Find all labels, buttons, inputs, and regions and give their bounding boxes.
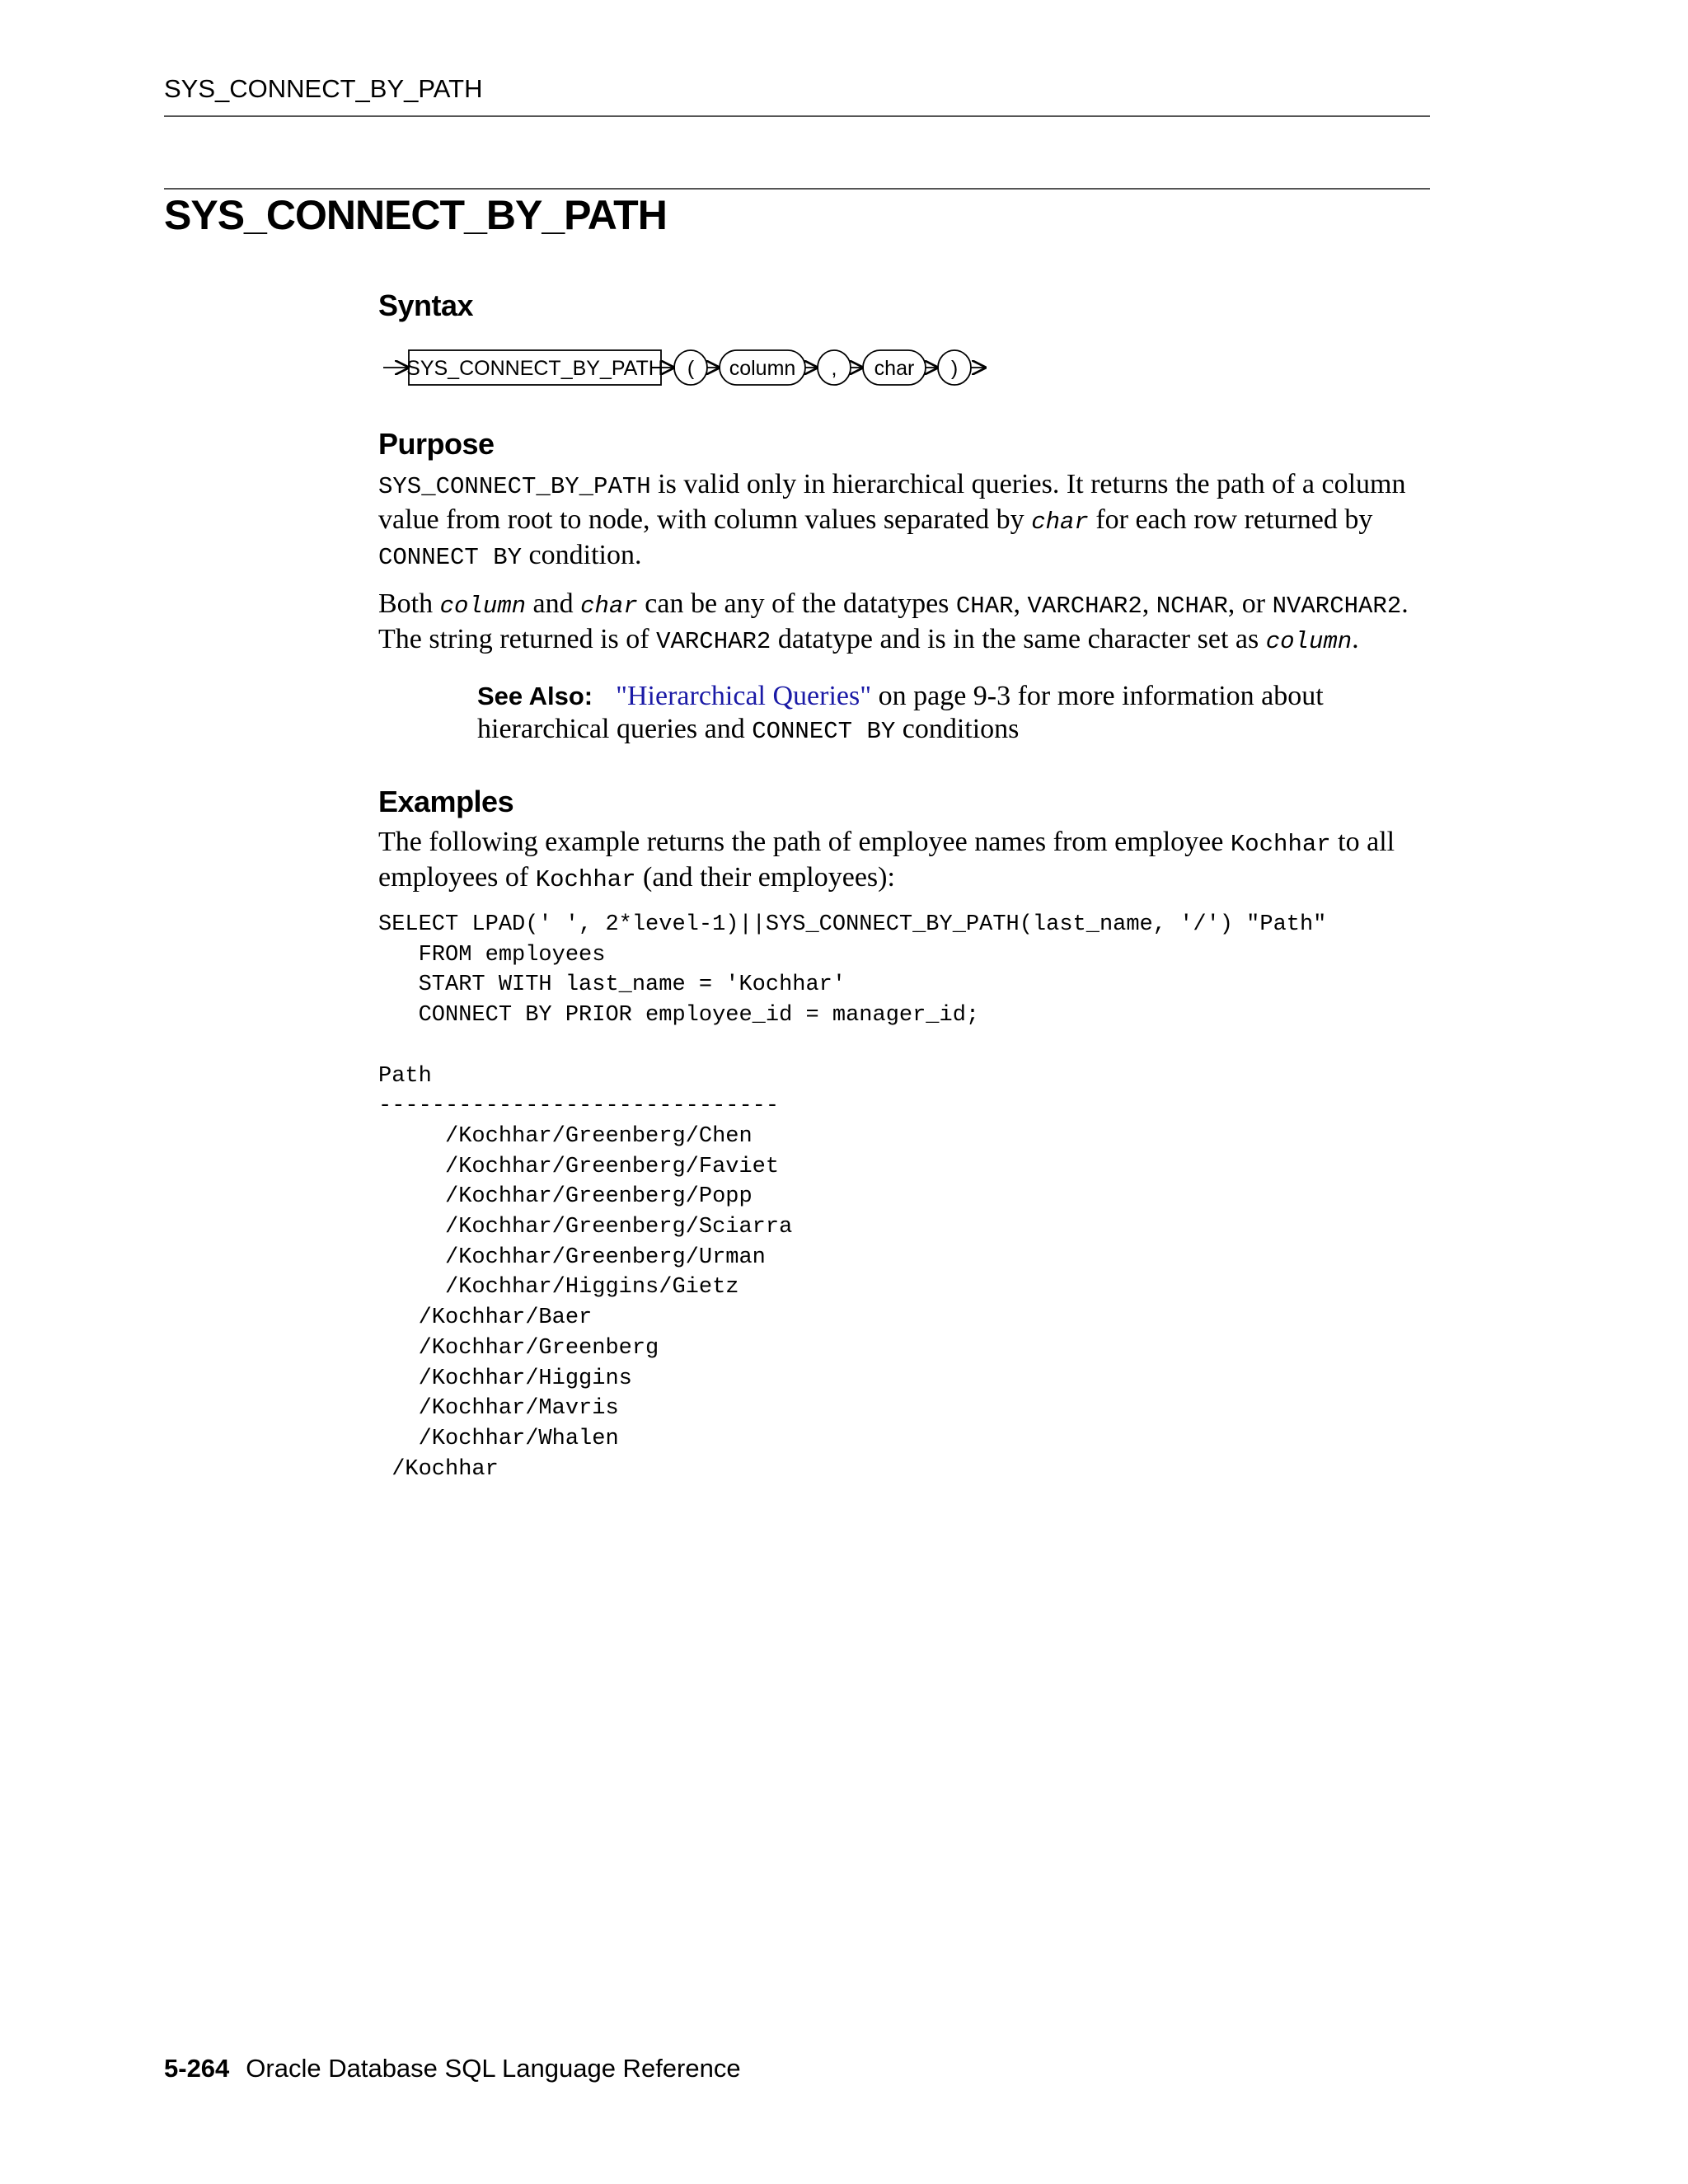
inline-code-italic: char bbox=[580, 593, 638, 620]
inline-code: VARCHAR2 bbox=[656, 628, 771, 655]
inline-code: VARCHAR2 bbox=[1027, 593, 1142, 620]
syntax-heading: Syntax bbox=[378, 288, 474, 322]
main-content bbox=[378, 288, 1442, 1484]
inline-code: CHAR bbox=[955, 593, 1014, 620]
text-run: datatype and is in the same character set as bbox=[771, 624, 1266, 654]
see-also-label: See Also: bbox=[477, 682, 593, 710]
diagram-keyword: SYS_CONNECT_BY_PATH bbox=[406, 357, 663, 380]
purpose-paragraph-1 bbox=[378, 468, 1442, 574]
page-footer bbox=[164, 2054, 741, 2083]
text-run: The following example returns the path of employee names from employee bbox=[378, 827, 1231, 857]
text-run: conditions bbox=[895, 714, 1020, 744]
text-run: Both bbox=[378, 588, 440, 619]
examples-intro bbox=[378, 826, 1442, 897]
purpose-heading: Purpose bbox=[378, 427, 495, 461]
inline-code: SYS_CONNECT_BY_PATH bbox=[378, 473, 651, 500]
text-run: is valid only in hierarchical queries. It returns the path of a column value from root to node, with column values separated by bbox=[378, 469, 1406, 535]
text-run: can be any of the datatypes bbox=[637, 588, 956, 619]
inline-code: Kochhar bbox=[1230, 831, 1331, 858]
text-run: on page 9-3 for more information about hierarchical queries and bbox=[477, 681, 1324, 744]
page-number: 5-264 bbox=[164, 2054, 230, 2083]
purpose-paragraph-2 bbox=[378, 588, 1442, 658]
text-run: and bbox=[526, 588, 581, 619]
inline-code: NCHAR bbox=[1156, 593, 1228, 620]
text-run: condition. bbox=[522, 540, 642, 570]
diagram-close-paren: ) bbox=[950, 357, 959, 380]
diagram-comma: , bbox=[831, 357, 837, 380]
see-also-note bbox=[477, 680, 1367, 748]
running-header: SYS_CONNECT_BY_PATH bbox=[164, 74, 483, 103]
text-run: for each row returned by bbox=[1088, 504, 1373, 535]
inline-code: CONNECT BY bbox=[752, 718, 896, 745]
diagram-char: char bbox=[874, 357, 915, 380]
title-rule bbox=[164, 188, 1430, 190]
text-run: . bbox=[1352, 624, 1359, 654]
hierarchical-queries-link[interactable]: "Hierarchical Queries" bbox=[616, 681, 872, 711]
text-run: (and their employees): bbox=[635, 862, 895, 893]
inline-code: NVARCHAR2 bbox=[1272, 593, 1402, 620]
text-run: to all employees of bbox=[378, 827, 1395, 893]
book-title: Oracle Database SQL Language Reference bbox=[246, 2054, 741, 2083]
diagram-open-paren: ( bbox=[687, 357, 695, 380]
inline-code-italic: column bbox=[1265, 628, 1353, 655]
inline-code-italic: char bbox=[1031, 509, 1089, 536]
header-rule bbox=[164, 115, 1430, 117]
syntax-diagram bbox=[378, 344, 1005, 391]
text-run: . The string returned is of bbox=[378, 588, 1409, 654]
inline-code-italic: column bbox=[439, 593, 527, 620]
inline-code: Kochhar bbox=[535, 866, 636, 893]
inline-code: CONNECT BY bbox=[378, 544, 523, 571]
examples-heading: Examples bbox=[378, 785, 514, 818]
text-run: , or bbox=[1227, 588, 1273, 619]
code-example: SELECT LPAD(' ', 2*level-1)||SYS_CONNECT_BY_PATH(last_name, '/') "Path" FROM employees START WITH last_name = 'Kochhar' CONNECT BY PRIOR employee_id = manager_id; Path ------------------------------ /Kochhar/Greenberg/Chen /Kochhar/Greenberg/Faviet /Kochhar/Greenberg/Popp /Kochhar/Greenberg/Sciarra /Kochhar/Greenberg/Urman /Kochhar/Higgins/Gietz /Kochhar/Baer /Kochhar/Greenberg /Kochhar/Higgins /Kochhar/Mavris /Kochhar/Whalen /Kochhar bbox=[378, 912, 1327, 1482]
text-run: , bbox=[1013, 588, 1028, 619]
text-run: , bbox=[1142, 588, 1156, 619]
page-title: SYS_CONNECT_BY_PATH bbox=[164, 192, 667, 238]
diagram-column: column bbox=[729, 357, 796, 380]
